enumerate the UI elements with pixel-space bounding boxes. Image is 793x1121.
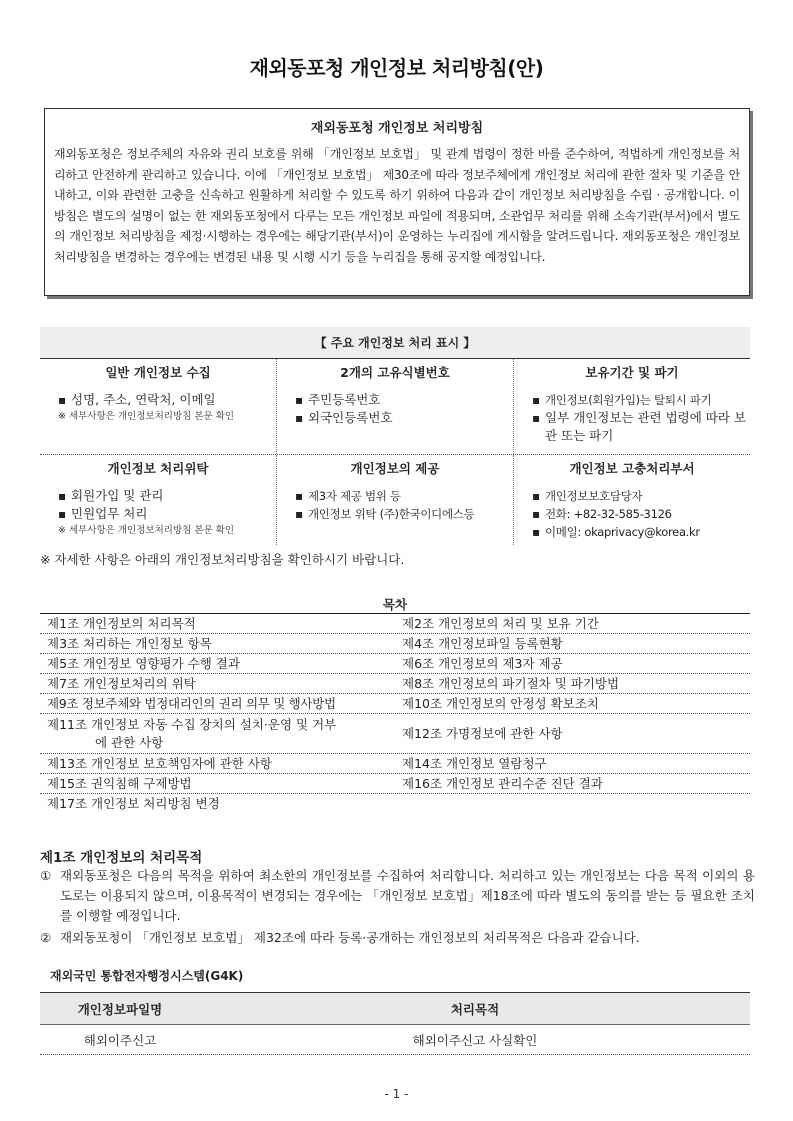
table-cell: 해외이주신고 사실확인 (200, 1025, 750, 1055)
toc-link[interactable]: 제1조 개인정보의 처리목적 (47, 615, 196, 631)
toc-link[interactable]: 제5조 개인정보 영향평가 수행 결과 (47, 655, 240, 671)
list-item: ▪ 외국인등록번호 (281, 409, 509, 427)
table-row (40, 1025, 750, 1055)
toc-link[interactable]: 제16조 개인정보 관리수준 진단 결과 (402, 775, 603, 791)
toc-row (40, 674, 750, 694)
intro-text: 재외동포청은 정보주체의 자유와 권리 보호를 위해 「개인정보 보호법」 및 관계 법령이 정한 바를 준수하여, 적법하게 개인정보를 처리하고 안전하게 관리하고 있습니다. 이에 「개인정보 보호법」 제30조에 따라 정보주체에게 개인정보 처리에 관한 절차 및 기준을 안내하고, 이와 관련한 고충을 신속하고 원활하게 처리할 수 있도록 하기 위하여 다음과 같이 개인정보 처리방침을 수립 · 공개합니다. 이 방침은 별도의 설명이 없는 한 재외동포청에서 다루는 모든 개인정보 파일에 적용되며, 소관업무 처리를 위해 소속기관(부서)에서 별도의 개인정보 처리방침을 제정·시행하는 경우에는 해당기관(부서)이 운영하는 누리집에 게시함을 알려드립니다. 재외동포청은 개인정보처리방침을 변경하는 경우에는 변경된 내용 및 시행 시기 등을 누리집을 통해 공지할 예정입니다. (54, 147, 740, 264)
list-item: ▪ 일부 개인정보는 관련 법령에 따라 보관 또는 파기 (518, 409, 746, 445)
cell-note: ※ 세부사항은 개인정보처리방침 본문 확인 (58, 525, 235, 536)
cell-title: 개인정보 고충처리부서 (569, 461, 695, 476)
list-item: ▪ 개인정보(회원가입)는 탈퇴시 파기 (518, 391, 746, 409)
page-number: - 1 - (384, 1087, 409, 1101)
toc-link[interactable]: 제7조 개인정보처리의 위탁 (47, 675, 196, 691)
toc-row (40, 614, 750, 634)
section-title: 제1조 개인정보의 처리목적 (40, 850, 203, 866)
list-item: ▪ 제3자 제공 범위 등 (281, 487, 509, 505)
toc-row (40, 654, 750, 674)
list-item: ▪ 회원가입 및 관리 (44, 487, 272, 505)
paragraph-number: ① (40, 868, 52, 883)
toc-link[interactable]: 제2조 개인정보의 처리 및 보유 기간 (402, 615, 599, 631)
toc-title: 목차 (40, 595, 750, 614)
cell-title: 일반 개인정보 수집 (105, 365, 211, 380)
summary-row (40, 455, 750, 545)
list-item: ▪ 개인정보보호담당자 (518, 487, 746, 505)
list-item: ▪ 민원업무 처리 (44, 505, 272, 523)
toc-link[interactable]: 제9조 정보주체와 법정대리인의 권리 의무 및 행사방법 (47, 695, 336, 711)
cell-title: 보유기간 및 파기 (585, 365, 679, 380)
cell-note: ※ 세부사항은 개인정보처리방침 본문 확인 (58, 411, 235, 422)
paragraph-number: ② (40, 930, 52, 945)
cell-title: 2개의 고유식별번호 (340, 365, 450, 380)
processing-table (40, 992, 750, 1055)
toc-row (40, 634, 750, 654)
summary-header: 【 주요 개인정보 처리 표시 】 (40, 327, 750, 359)
toc-link[interactable]: 제15조 권익침해 구제방법 (47, 775, 192, 791)
list-item: ▪ 개인정보 위탁 (주)한국이디에스등 (281, 505, 509, 523)
paragraph-1 (40, 866, 755, 926)
toc-link-line: 에 관한 사항 (95, 734, 164, 750)
toc-link[interactable]: 제4조 개인정보파일 등록현황 (402, 635, 563, 651)
toc-link[interactable]: 제10조 개인정보의 안정성 확보조치 (402, 695, 599, 711)
column-header: 처리목적 (200, 993, 750, 1025)
table-header-row (40, 993, 750, 1025)
paragraph-2 (40, 928, 755, 948)
cell-title: 개인정보의 제공 (350, 461, 440, 476)
summary-cell-outsourcing (40, 455, 276, 545)
summary-cell-dept (513, 455, 750, 545)
toc-empty (395, 794, 750, 814)
list-item: ▪ 성명, 주소, 연락처, 이메일 (44, 391, 272, 409)
system-label: 재외국민 통합전자행정시스템(G4K) (50, 969, 244, 983)
toc-link[interactable]: 제14조 개인정보 열람청구 (402, 755, 547, 771)
paragraph-text: 재외동포청이 「개인정보 보호법」 제32조에 따라 등록·공개하는 개인정보의 처리목적은 다음과 같습니다. (60, 930, 640, 945)
toc-link[interactable]: 제12조 가명정보에 관한 사항 (402, 725, 563, 741)
table-cell: 해외이주신고 (40, 1025, 200, 1055)
summary-table (40, 327, 750, 545)
paragraph-text: 재외동포청은 다음의 목적을 위하여 최소한의 개인정보를 수집하여 처리합니다. 처리하고 있는 개인정보는 다음 목적 이외의 용도로는 이용되지 않으며, 이용목적이 변경되는 경우에는 「개인정보 보호법」제18조에 따라 별도의 동의를 받는 등 필요한 조치를 이행할 예정입니다. (60, 868, 755, 923)
list-item: ▪ 주민등록번호 (281, 391, 509, 409)
summary-cell-provision (276, 455, 513, 545)
intro-box (44, 108, 750, 296)
toc-link[interactable]: 제17조 개인정보 처리방침 변경 (47, 796, 220, 811)
summary-row (40, 359, 750, 455)
summary-cell-retention (513, 359, 750, 454)
toc-link[interactable]: 제13조 개인정보 보호책임자에 관한 사항 (47, 755, 272, 771)
toc-link[interactable]: 제8조 개인정보의 파기절차 및 파기방법 (402, 675, 620, 691)
table-of-contents (40, 595, 750, 814)
list-item: ▪ 이메일: okaprivacy@korea.kr (518, 523, 746, 541)
toc-row (40, 754, 750, 774)
toc-row (40, 794, 750, 814)
summary-cell-unique-id (276, 359, 513, 454)
cell-title: 개인정보 처리위탁 (107, 461, 209, 476)
toc-row (40, 694, 750, 714)
list-item: ▪ 전화: +82-32-585-3126 (518, 505, 746, 523)
column-header: 개인정보파일명 (40, 993, 200, 1025)
intro-title: 재외동포청 개인정보 처리방침 (310, 121, 484, 136)
summary-footnote: ※ 자세한 사항은 아래의 개인정보처리방침을 확인하시기 바랍니다. (40, 552, 405, 567)
document-title: 재외동포청 개인정보 처리방침(안) (249, 56, 544, 80)
toc-row (40, 774, 750, 794)
summary-cell-general (40, 359, 276, 454)
toc-row (40, 714, 750, 754)
toc-link[interactable]: 제6조 개인정보의 제3자 제공 (402, 655, 563, 671)
toc-link[interactable]: 제3조 처리하는 개인정보 항목 (47, 635, 212, 651)
toc-link[interactable] (40, 714, 395, 753)
toc-link-line: 제11조 개인정보 자동 수집 장치의 설치·운영 및 거부 (47, 716, 337, 732)
